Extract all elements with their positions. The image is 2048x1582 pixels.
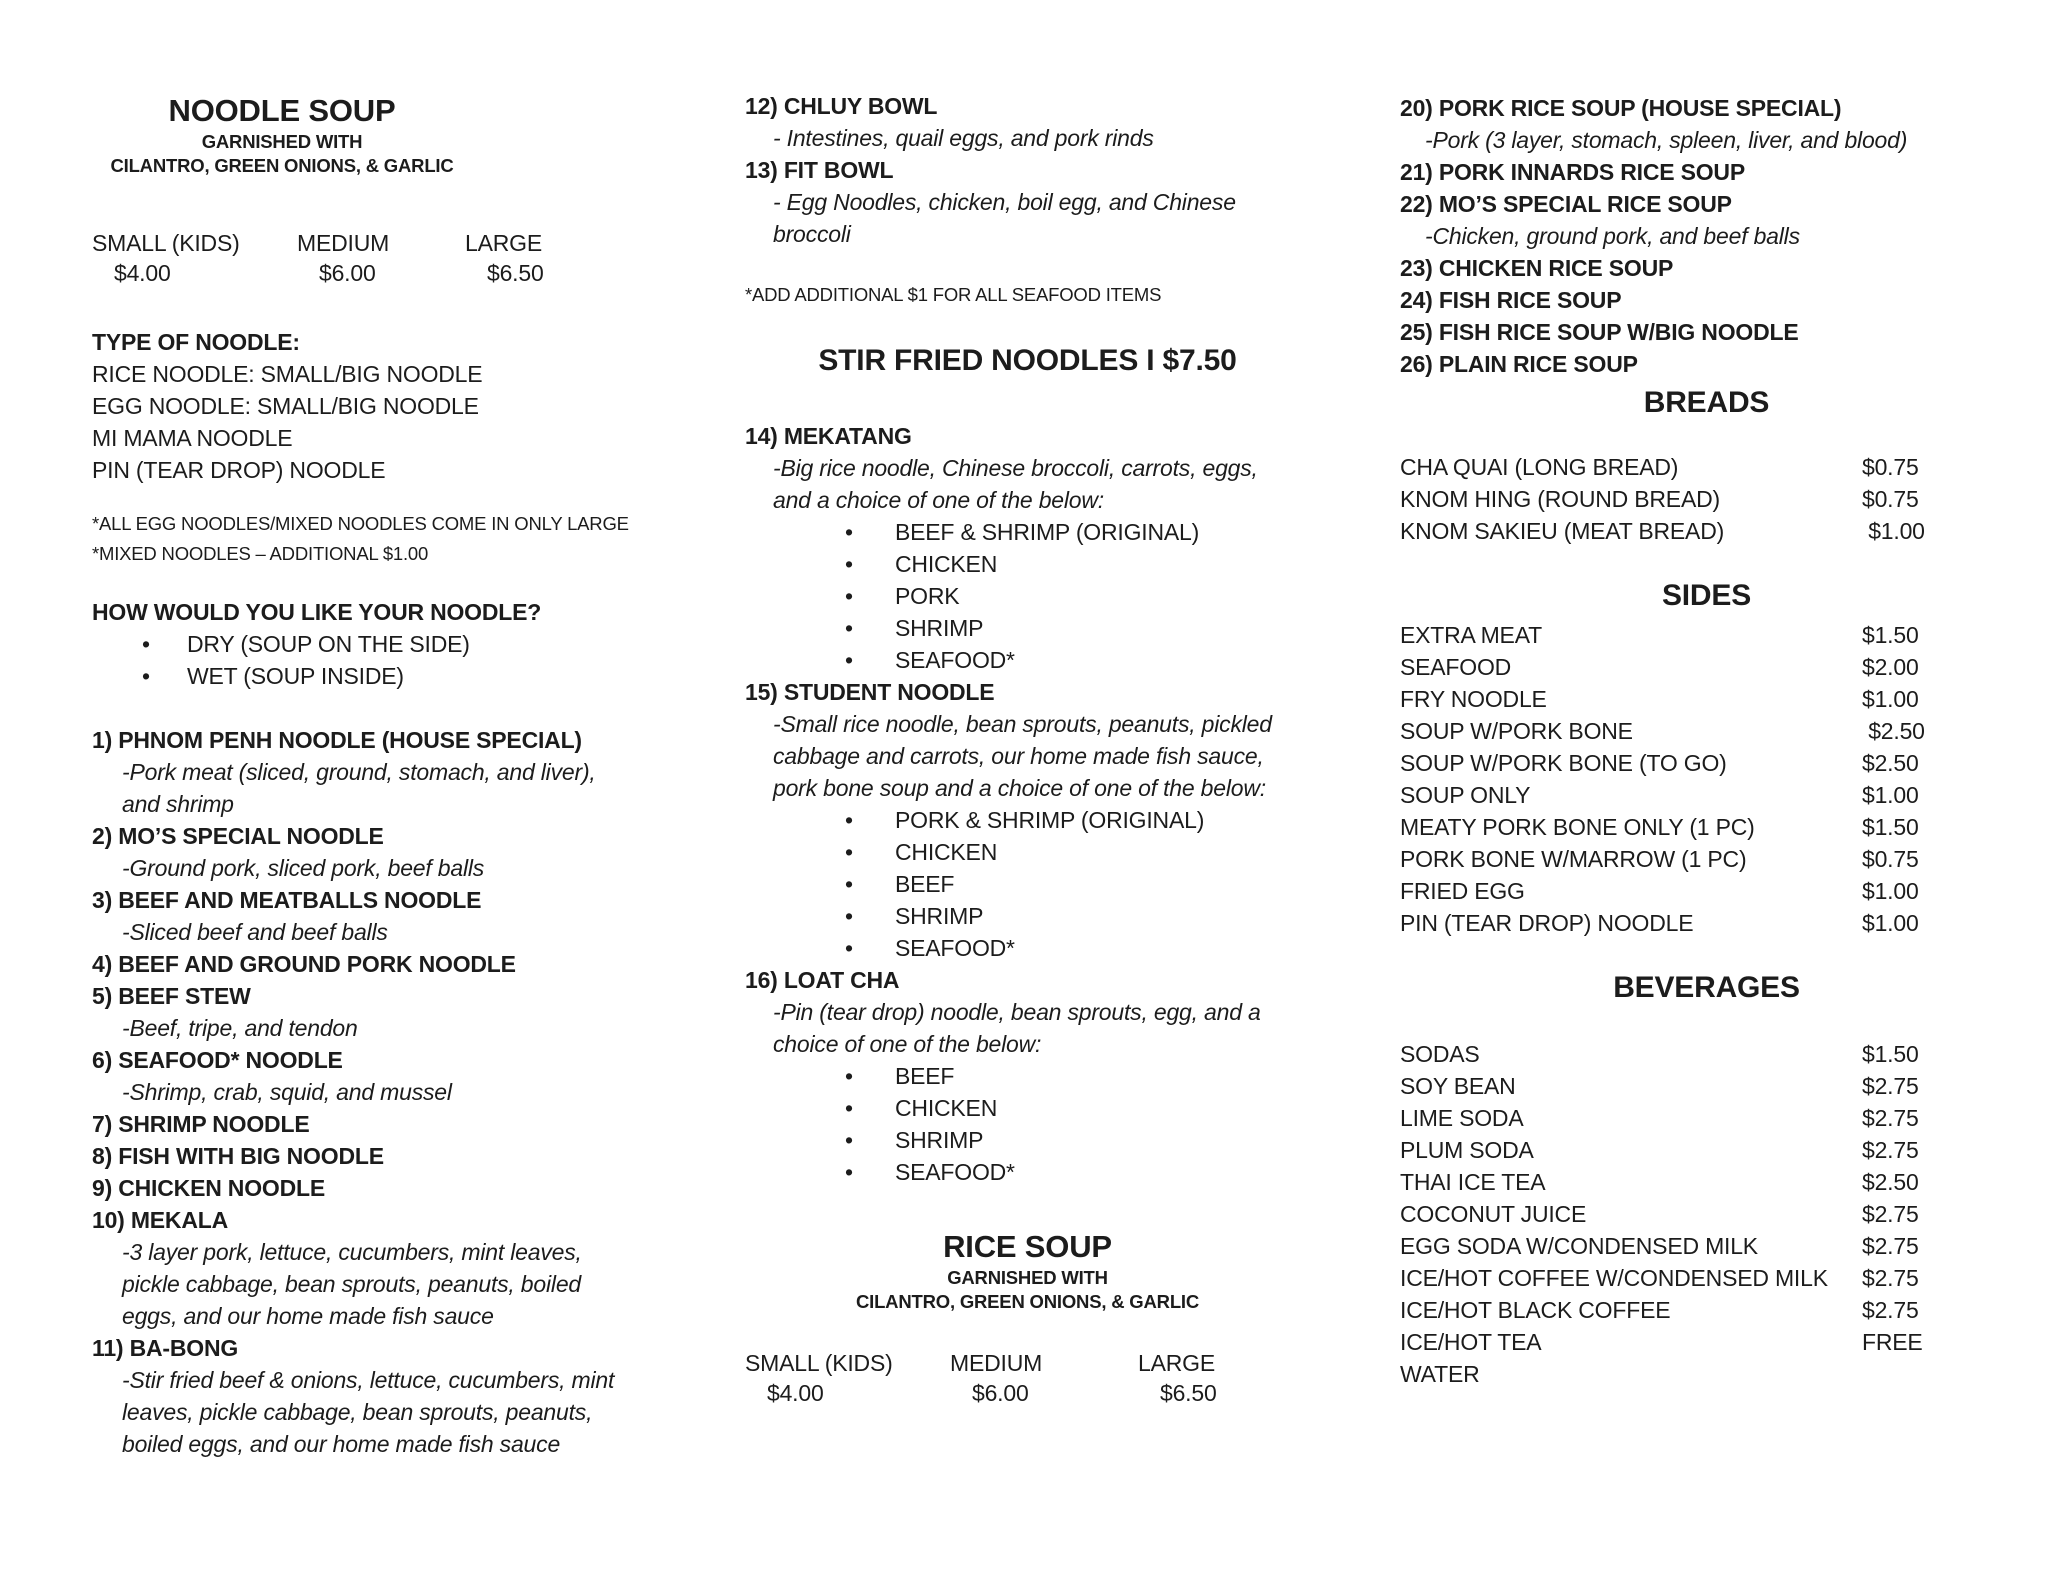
price-item-label: MEATY PORK BONE ONLY (1 PC) — [1400, 814, 1755, 840]
price-item-label: LIME SODA — [1400, 1105, 1524, 1131]
menu-option — [745, 1060, 1320, 1092]
price-row — [1400, 907, 1945, 939]
menu-item-desc-line: -Ground pork, sliced pork, beef balls — [122, 855, 485, 881]
size-price: $4.00 — [114, 260, 171, 286]
size-label: SMALL (KIDS) — [745, 1350, 893, 1376]
menu-option — [745, 644, 1320, 676]
price-row — [1400, 1038, 1945, 1070]
price-item-price: $2.00 — [1862, 654, 1919, 680]
menu-item-title: 11) BA-BONG — [92, 1335, 239, 1361]
bullet-icon — [845, 1092, 895, 1124]
price-item-label: ICE/HOT BLACK COFFEE — [1400, 1297, 1671, 1323]
price-item-price: $1.50 — [1862, 1041, 1919, 1067]
price-item-label: CHA QUAI (LONG BREAD) — [1400, 454, 1679, 480]
bullet-icon — [845, 548, 895, 580]
menu-item-desc-line: -Beef, tripe, and tendon — [122, 1015, 358, 1041]
menu-note: *MIXED NOODLES – ADDITIONAL $1.00 — [92, 543, 429, 564]
garnish-line: GARNISHED WITH — [947, 1267, 1108, 1288]
menu-item-desc-line: and shrimp — [122, 791, 234, 817]
size-column — [297, 228, 465, 288]
price-row — [1400, 515, 1945, 547]
sides-list — [1400, 619, 1945, 939]
price-item-label: ICE/HOT TEA — [1400, 1329, 1542, 1355]
menu-item-desc-line: -Small rice noodle, bean sprouts, peanuts, pickled — [773, 711, 1272, 737]
menu-option-label: SEAFOOD* — [895, 1159, 1015, 1185]
menu-item-title: 3) BEEF AND MEATBALLS NOODLE — [92, 887, 482, 913]
noodle-type-list — [92, 358, 564, 486]
size-column — [92, 228, 297, 288]
menu-option-label: PORK — [895, 583, 960, 609]
price-item-price: $0.75 — [1862, 486, 1919, 512]
price-row — [1400, 619, 1945, 651]
menu-item-title: 4) BEEF AND GROUND PORK NOODLE — [92, 951, 516, 977]
stir-fried-header: STIR FRIED NOODLES I $7.50 — [818, 344, 1237, 377]
price-item-label: COCONUT JUICE — [1400, 1201, 1587, 1227]
menu-option — [745, 900, 1320, 932]
menu-item-title: 10) MEKALA — [92, 1207, 229, 1233]
price-item-label: THAI ICE TEA — [1400, 1169, 1546, 1195]
menu-item-title: 6) SEAFOOD* NOODLE — [92, 1047, 343, 1073]
size-price: $6.50 — [487, 260, 544, 286]
price-item-label: PORK BONE W/MARROW (1 PC) — [1400, 846, 1747, 872]
price-item-label: KNOM SAKIEU (MEAT BREAD) — [1400, 518, 1725, 544]
menu-option-label: SEAFOOD* — [895, 935, 1015, 961]
menu-option — [92, 660, 564, 692]
noodle-type-block — [92, 326, 564, 486]
noodle-type: RICE NOODLE: SMALL/BIG NOODLE — [92, 361, 483, 387]
price-item-price: $0.75 — [1862, 454, 1919, 480]
menu-item-desc-line: boiled eggs, and our home made fish sauce — [122, 1431, 561, 1457]
menu-item-title: 15) STUDENT NOODLE — [745, 679, 995, 705]
noodle-style-header: HOW WOULD YOU LIKE YOUR NOODLE? — [92, 599, 542, 625]
price-row — [1400, 1294, 1945, 1326]
noodle-style-options — [92, 628, 564, 692]
price-item-label: PLUM SODA — [1400, 1137, 1534, 1163]
menu-item-desc-line: -3 layer pork, lettuce, cucumbers, mint leaves, — [122, 1239, 582, 1265]
menu-option — [745, 804, 1320, 836]
menu-item-title: 14) MEKATANG — [745, 423, 912, 449]
bullet-icon — [845, 804, 895, 836]
menu-item-desc-line: and a choice of one of the below: — [773, 487, 1104, 513]
breads-list — [1400, 451, 1945, 547]
size-price: $4.00 — [767, 1380, 824, 1406]
rice-soup-items — [1400, 92, 1945, 380]
bullet-icon — [845, 612, 895, 644]
sides-header: SIDES — [1661, 579, 1752, 612]
menu-item-title: 9) CHICKEN NOODLE — [92, 1175, 326, 1201]
menu-item-title: 13) FIT BOWL — [745, 157, 894, 183]
size-column — [1138, 1348, 1320, 1408]
bullet-icon — [845, 1060, 895, 1092]
menu-item-title: 20) PORK RICE SOUP (HOUSE SPECIAL) — [1400, 95, 1842, 121]
noodle-soup-size-prices — [92, 228, 564, 288]
price-item-label: EGG SODA W/CONDENSED MILK — [1400, 1233, 1758, 1259]
price-item-label: FRIED EGG — [1400, 878, 1525, 904]
size-column — [950, 1348, 1138, 1408]
menu-option — [745, 1092, 1320, 1124]
bullet-icon — [845, 1124, 895, 1156]
garnish-line: GARNISHED WITH — [201, 131, 363, 152]
noodle-soup-items — [92, 724, 615, 1460]
right-section — [1400, 0, 1945, 1390]
middle-section — [745, 0, 1320, 1408]
menu-note: *ALL EGG NOODLES/MIXED NOODLES COME IN ONLY LARGE — [92, 513, 629, 534]
price-item-label: SODAS — [1400, 1041, 1480, 1067]
menu-option — [745, 1156, 1320, 1188]
price-item-label: SOUP W/PORK BONE (TO GO) — [1400, 750, 1727, 776]
menu-option — [745, 868, 1320, 900]
noodle-type: MI MAMA NOODLE — [92, 425, 293, 451]
noodle-notes — [92, 509, 629, 569]
size-column — [465, 228, 564, 288]
price-row — [1400, 1070, 1945, 1102]
menu-item-title: 23) CHICKEN RICE SOUP — [1400, 255, 1674, 281]
menu-item-title: 5) BEEF STEW — [92, 983, 251, 1009]
size-price: $6.00 — [972, 1380, 1029, 1406]
price-item-label: SEAFOOD — [1400, 654, 1512, 680]
price-item-price: FREE — [1862, 1329, 1923, 1355]
menu-item-desc-line: -Shrimp, crab, squid, and mussel — [122, 1079, 452, 1105]
menu-item-title: 7) SHRIMP NOODLE — [92, 1111, 310, 1137]
price-row — [1400, 1358, 1945, 1390]
bullet-icon — [845, 868, 895, 900]
menu-item-desc-line: choice of one of the below: — [773, 1031, 1042, 1057]
price-item-price: $2.50 — [1862, 750, 1919, 776]
price-item-label: SOUP ONLY — [1400, 782, 1531, 808]
menu-item-title: 1) PHNOM PENH NOODLE (HOUSE SPECIAL) — [92, 727, 582, 753]
stir-fried-items — [745, 420, 1320, 1188]
price-item-price: $2.75 — [1862, 1073, 1919, 1099]
beverages-list — [1400, 1038, 1945, 1390]
price-item-price: $1.50 — [1862, 622, 1919, 648]
bullet-icon — [845, 644, 895, 676]
noodle-type: EGG NOODLE: SMALL/BIG NOODLE — [92, 393, 479, 419]
price-item-price: $0.75 — [1862, 846, 1919, 872]
bullet-icon — [845, 900, 895, 932]
price-row — [1400, 875, 1945, 907]
price-item-label: SOUP W/PORK BONE — [1400, 718, 1633, 744]
price-item-price: $2.50 — [1862, 1169, 1919, 1195]
price-row — [1400, 1326, 1945, 1358]
price-item-price: $2.75 — [1862, 1265, 1919, 1291]
menu-option — [745, 612, 1320, 644]
rice-soup-header — [745, 1228, 1310, 1314]
price-row — [1400, 683, 1945, 715]
size-price: $6.00 — [319, 260, 376, 286]
price-item-price: $2.75 — [1862, 1105, 1919, 1131]
size-label: SMALL (KIDS) — [92, 230, 240, 256]
price-item-price: $1.00 — [1862, 686, 1919, 712]
menu-option — [745, 932, 1320, 964]
price-item-label: SOY BEAN — [1400, 1073, 1516, 1099]
noodle-soup-title: NOODLE SOUP — [168, 93, 396, 128]
menu-item-title: 8) FISH WITH BIG NOODLE — [92, 1143, 384, 1169]
noodle-soup-section — [92, 0, 629, 1460]
price-item-label: FRY NOODLE — [1400, 686, 1547, 712]
menu-option-label: SEAFOOD* — [895, 647, 1015, 673]
bullet-icon — [845, 580, 895, 612]
noodle-type: PIN (TEAR DROP) NOODLE — [92, 457, 386, 483]
menu-item-desc-line: broccoli — [773, 221, 851, 247]
noodle-style-block — [92, 596, 564, 692]
price-item-label: ICE/HOT COFFEE W/CONDENSED MILK — [1400, 1265, 1828, 1291]
price-item-price: $2.75 — [1862, 1137, 1919, 1163]
size-label: MEDIUM — [297, 230, 390, 256]
rice-soup-title: RICE SOUP — [943, 1229, 1112, 1264]
menu-option-label: CHICKEN — [895, 839, 998, 865]
seafood-surcharge-note: *ADD ADDITIONAL $1 FOR ALL SEAFOOD ITEMS — [745, 284, 1162, 305]
price-item-price: $1.00 — [1862, 518, 1925, 544]
price-row — [1400, 483, 1945, 515]
bullet-icon — [845, 836, 895, 868]
menu-item-title: 26) PLAIN RICE SOUP — [1400, 351, 1638, 377]
menu-item-title: 21) PORK INNARDS RICE SOUP — [1400, 159, 1745, 185]
menu-option — [92, 628, 564, 660]
menu-option-label: BEEF — [895, 1063, 955, 1089]
price-item-price: $2.75 — [1862, 1233, 1919, 1259]
noodle-soup-header — [92, 92, 472, 178]
menu-option — [745, 836, 1320, 868]
menu-item-desc-line: -Big rice noodle, Chinese broccoli, carrots, eggs, — [773, 455, 1258, 481]
price-row — [1400, 747, 1945, 779]
menu-item-desc-line: leaves, pickle cabbage, bean sprouts, peanuts, — [122, 1399, 593, 1425]
price-row — [1400, 1166, 1945, 1198]
price-item-label: EXTRA MEAT — [1400, 622, 1542, 648]
price-row — [1400, 843, 1945, 875]
price-item-price: $1.00 — [1862, 910, 1919, 936]
price-item-price: $1.00 — [1862, 878, 1919, 904]
bullet-icon — [142, 660, 187, 692]
beverages-header: BEVERAGES — [1613, 971, 1800, 1004]
price-row — [1400, 1198, 1945, 1230]
menu-item-title: 12) CHLUY BOWL — [745, 93, 938, 119]
menu-option-label: SHRIMP — [895, 903, 984, 929]
size-price: $6.50 — [1160, 1380, 1217, 1406]
price-row — [1400, 451, 1945, 483]
noodle-type-header: TYPE OF NOODLE: — [92, 329, 300, 355]
menu-item-title: 16) LOAT CHA — [745, 967, 900, 993]
menu-item-desc-line: -Stir fried beef & onions, lettuce, cucumbers, mint — [122, 1367, 615, 1393]
menu-option-label: BEEF — [895, 871, 955, 897]
price-row — [1400, 1134, 1945, 1166]
price-row — [1400, 1262, 1945, 1294]
menu-item-title: 24) FISH RICE SOUP — [1400, 287, 1622, 313]
garnish-line: CILANTRO, GREEN ONIONS, & GARLIC — [110, 155, 454, 176]
price-row — [1400, 779, 1945, 811]
size-label: LARGE — [1138, 1350, 1215, 1376]
bullet-icon — [142, 628, 187, 660]
menu-item-desc-line: -Sliced beef and beef balls — [122, 919, 388, 945]
price-row — [1400, 651, 1945, 683]
menu-item-desc-line: - Intestines, quail eggs, and pork rinds — [773, 125, 1154, 151]
menu-item-title: 2) MO’S SPECIAL NOODLE — [92, 823, 384, 849]
menu-option-label: CHICKEN — [895, 1095, 998, 1121]
price-item-price: $1.00 — [1862, 782, 1919, 808]
menu-option-label: SHRIMP — [895, 615, 984, 641]
size-column — [745, 1348, 950, 1408]
menu-option — [745, 516, 1320, 548]
price-item-price: $2.50 — [1862, 718, 1925, 744]
menu-item-desc-line: pork bone soup and a choice of one of the below: — [773, 775, 1266, 801]
price-item-label: WATER — [1400, 1361, 1480, 1387]
menu-item-desc-line: -Pin (tear drop) noodle, bean sprouts, egg, and a — [773, 999, 1261, 1025]
menu-item-desc-line: pickle cabbage, bean sprouts, peanuts, boiled — [122, 1271, 581, 1297]
price-item-price: $2.75 — [1862, 1201, 1919, 1227]
price-row — [1400, 715, 1945, 747]
price-item-price: $2.75 — [1862, 1297, 1919, 1323]
bullet-icon — [845, 516, 895, 548]
menu-item-desc-line: cabbage and carrots, our home made fish sauce, — [773, 743, 1264, 769]
rice-soup-size-prices — [745, 1348, 1320, 1408]
menu-option-label: WET (SOUP INSIDE) — [187, 663, 404, 689]
menu-option-label: CHICKEN — [895, 551, 998, 577]
menu-option-label: DRY (SOUP ON THE SIDE) — [187, 631, 470, 657]
menu-item-title: 22) MO’S SPECIAL RICE SOUP — [1400, 191, 1732, 217]
menu-option — [745, 548, 1320, 580]
garnish-line: CILANTRO, GREEN ONIONS, & GARLIC — [855, 1291, 1200, 1312]
menu-item-desc-line: -Pork meat (sliced, ground, stomach, and liver), — [122, 759, 596, 785]
price-item-label: PIN (TEAR DROP) NOODLE — [1400, 910, 1694, 936]
menu-item-desc-line: -Pork (3 layer, stomach, spleen, liver, and blood) — [1425, 127, 1908, 153]
breads-header: BREADS — [1643, 386, 1770, 419]
size-label: MEDIUM — [950, 1350, 1043, 1376]
price-item-price: $1.50 — [1862, 814, 1919, 840]
size-label: LARGE — [465, 230, 542, 256]
menu-option-label: PORK & SHRIMP (ORIGINAL) — [895, 807, 1205, 833]
price-row — [1400, 1102, 1945, 1134]
menu-item-desc-line: - Egg Noodles, chicken, boil egg, and Chinese — [773, 189, 1236, 215]
menu-option-label: SHRIMP — [895, 1127, 984, 1153]
menu-item-title: 25) FISH RICE SOUP W/BIG NOODLE — [1400, 319, 1799, 345]
price-row — [1400, 1230, 1945, 1262]
menu-option-label: BEEF & SHRIMP (ORIGINAL) — [895, 519, 1200, 545]
menu-option — [745, 580, 1320, 612]
price-item-label: KNOM HING (ROUND BREAD) — [1400, 486, 1720, 512]
bullet-icon — [845, 1156, 895, 1188]
bullet-icon — [845, 932, 895, 964]
menu-item-desc-line: -Chicken, ground pork, and beef balls — [1425, 223, 1800, 249]
menu-item-desc-line: eggs, and our home made fish sauce — [122, 1303, 494, 1329]
menu-option — [745, 1124, 1320, 1156]
price-row — [1400, 811, 1945, 843]
noodle-soup-items-continued — [745, 90, 1320, 250]
